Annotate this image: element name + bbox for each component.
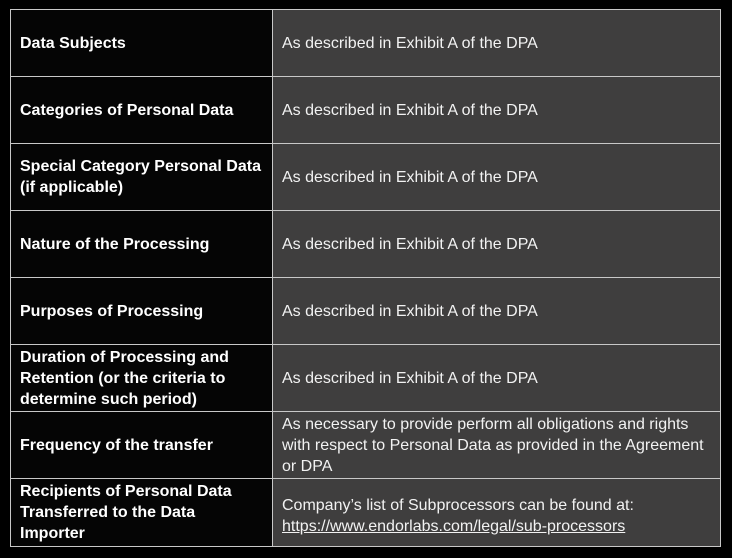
subprocessors-link[interactable]: https://www.endorlabs.com/legal/sub-processors xyxy=(282,517,626,535)
table-row xyxy=(11,412,721,479)
row-label-frequency-of-transfer: Frequency of the transfer xyxy=(11,412,273,479)
row-label-nature-of-processing: Nature of the Processing xyxy=(11,211,273,278)
table-row xyxy=(11,345,721,412)
row-value-special-category: As described in Exhibit A of the DPA xyxy=(273,144,721,211)
table-row xyxy=(11,10,721,77)
row-label-recipients: Recipients of Personal Data Transferred to the Data Importer xyxy=(11,479,273,547)
row-value-nature-of-processing: As described in Exhibit A of the DPA xyxy=(273,211,721,278)
table-row xyxy=(11,77,721,144)
row-label-categories-personal-data: Categories of Personal Data xyxy=(11,77,273,144)
processing-details-table xyxy=(10,9,721,547)
row-label-duration-retention: Duration of Processing and Retention (or the criteria to determine such period) xyxy=(11,345,273,412)
row-value-recipients xyxy=(273,479,721,547)
row-value-duration-retention: As described in Exhibit A of the DPA xyxy=(273,345,721,412)
table-row xyxy=(11,479,721,547)
row-label-special-category: Special Category Personal Data (if applicable) xyxy=(11,144,273,211)
recipients-text: Company’s list of Subprocessors can be found at: xyxy=(282,496,634,514)
row-value-categories-personal-data: As described in Exhibit A of the DPA xyxy=(273,77,721,144)
row-value-data-subjects: As described in Exhibit A of the DPA xyxy=(273,10,721,77)
table-row xyxy=(11,144,721,211)
table-row xyxy=(11,211,721,278)
row-label-purposes-of-processing: Purposes of Processing xyxy=(11,278,273,345)
row-value-frequency-of-transfer: As necessary to provide perform all obligations and rights with respect to Personal Data as provided in the Agreement or DPA xyxy=(273,412,721,479)
row-label-data-subjects: Data Subjects xyxy=(11,10,273,77)
table-row xyxy=(11,278,721,345)
row-value-purposes-of-processing: As described in Exhibit A of the DPA xyxy=(273,278,721,345)
